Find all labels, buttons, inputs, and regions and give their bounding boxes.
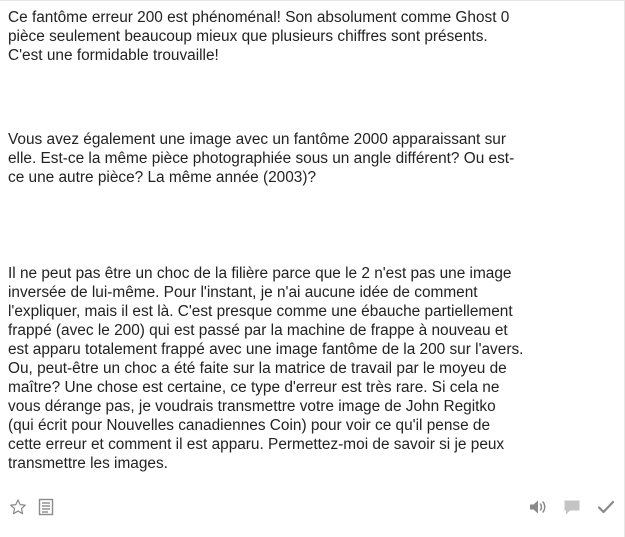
star-icon[interactable] [8, 497, 28, 517]
toolbar-right [528, 497, 616, 517]
paragraph-3: Il ne peut pas être un choc de la filière parce que le 2 n'est pas une image inversée de lui-même. Pour l'instant, je n'ai aucune idée de comment l'expliquer, mais il est là. C'est presque comme une ébauche partiellement frappé (avec le 200) qui est passé par la machine de frappe à nouveau et est apparu totalement frappé avec une image fantôme de la 200 sur l'avers. Ou, peut-être un choc a été faite sur la matrice de travail par le moyeu de maître? Une chose est certaine, ce type d'erreur est très rare. Si cela ne vous dérange pas, je voudrais transmettre votre image de John Regitko (qui écrit pour Nouvelles canadiennes Coin) pour voir ce qu'il pense de cette erreur et comment il est apparu. Permettez-moi de savoir si je peux transmettre les images. [8, 265, 524, 472]
paragraph-2: Vous avez également une image avec un fantôme 2000 apparaissant sur elle. Est-ce la même pièce photographiée sous un angle différent? Ou est- ce une autre pièce? La même année (2003)? [8, 131, 515, 186]
document-icon[interactable] [36, 497, 56, 517]
feedback-icon[interactable] [562, 497, 582, 517]
speaker-icon[interactable] [528, 497, 548, 517]
paragraph-1: Ce fantôme erreur 200 est phénoménal! Son absolument comme Ghost 0 pièce seulement beaucoup mieux que plusieurs chiffres sont présents. C'est une formidable trouvaille! [8, 9, 510, 64]
checkmark-icon[interactable] [596, 497, 616, 517]
toolbar-left [8, 497, 56, 517]
